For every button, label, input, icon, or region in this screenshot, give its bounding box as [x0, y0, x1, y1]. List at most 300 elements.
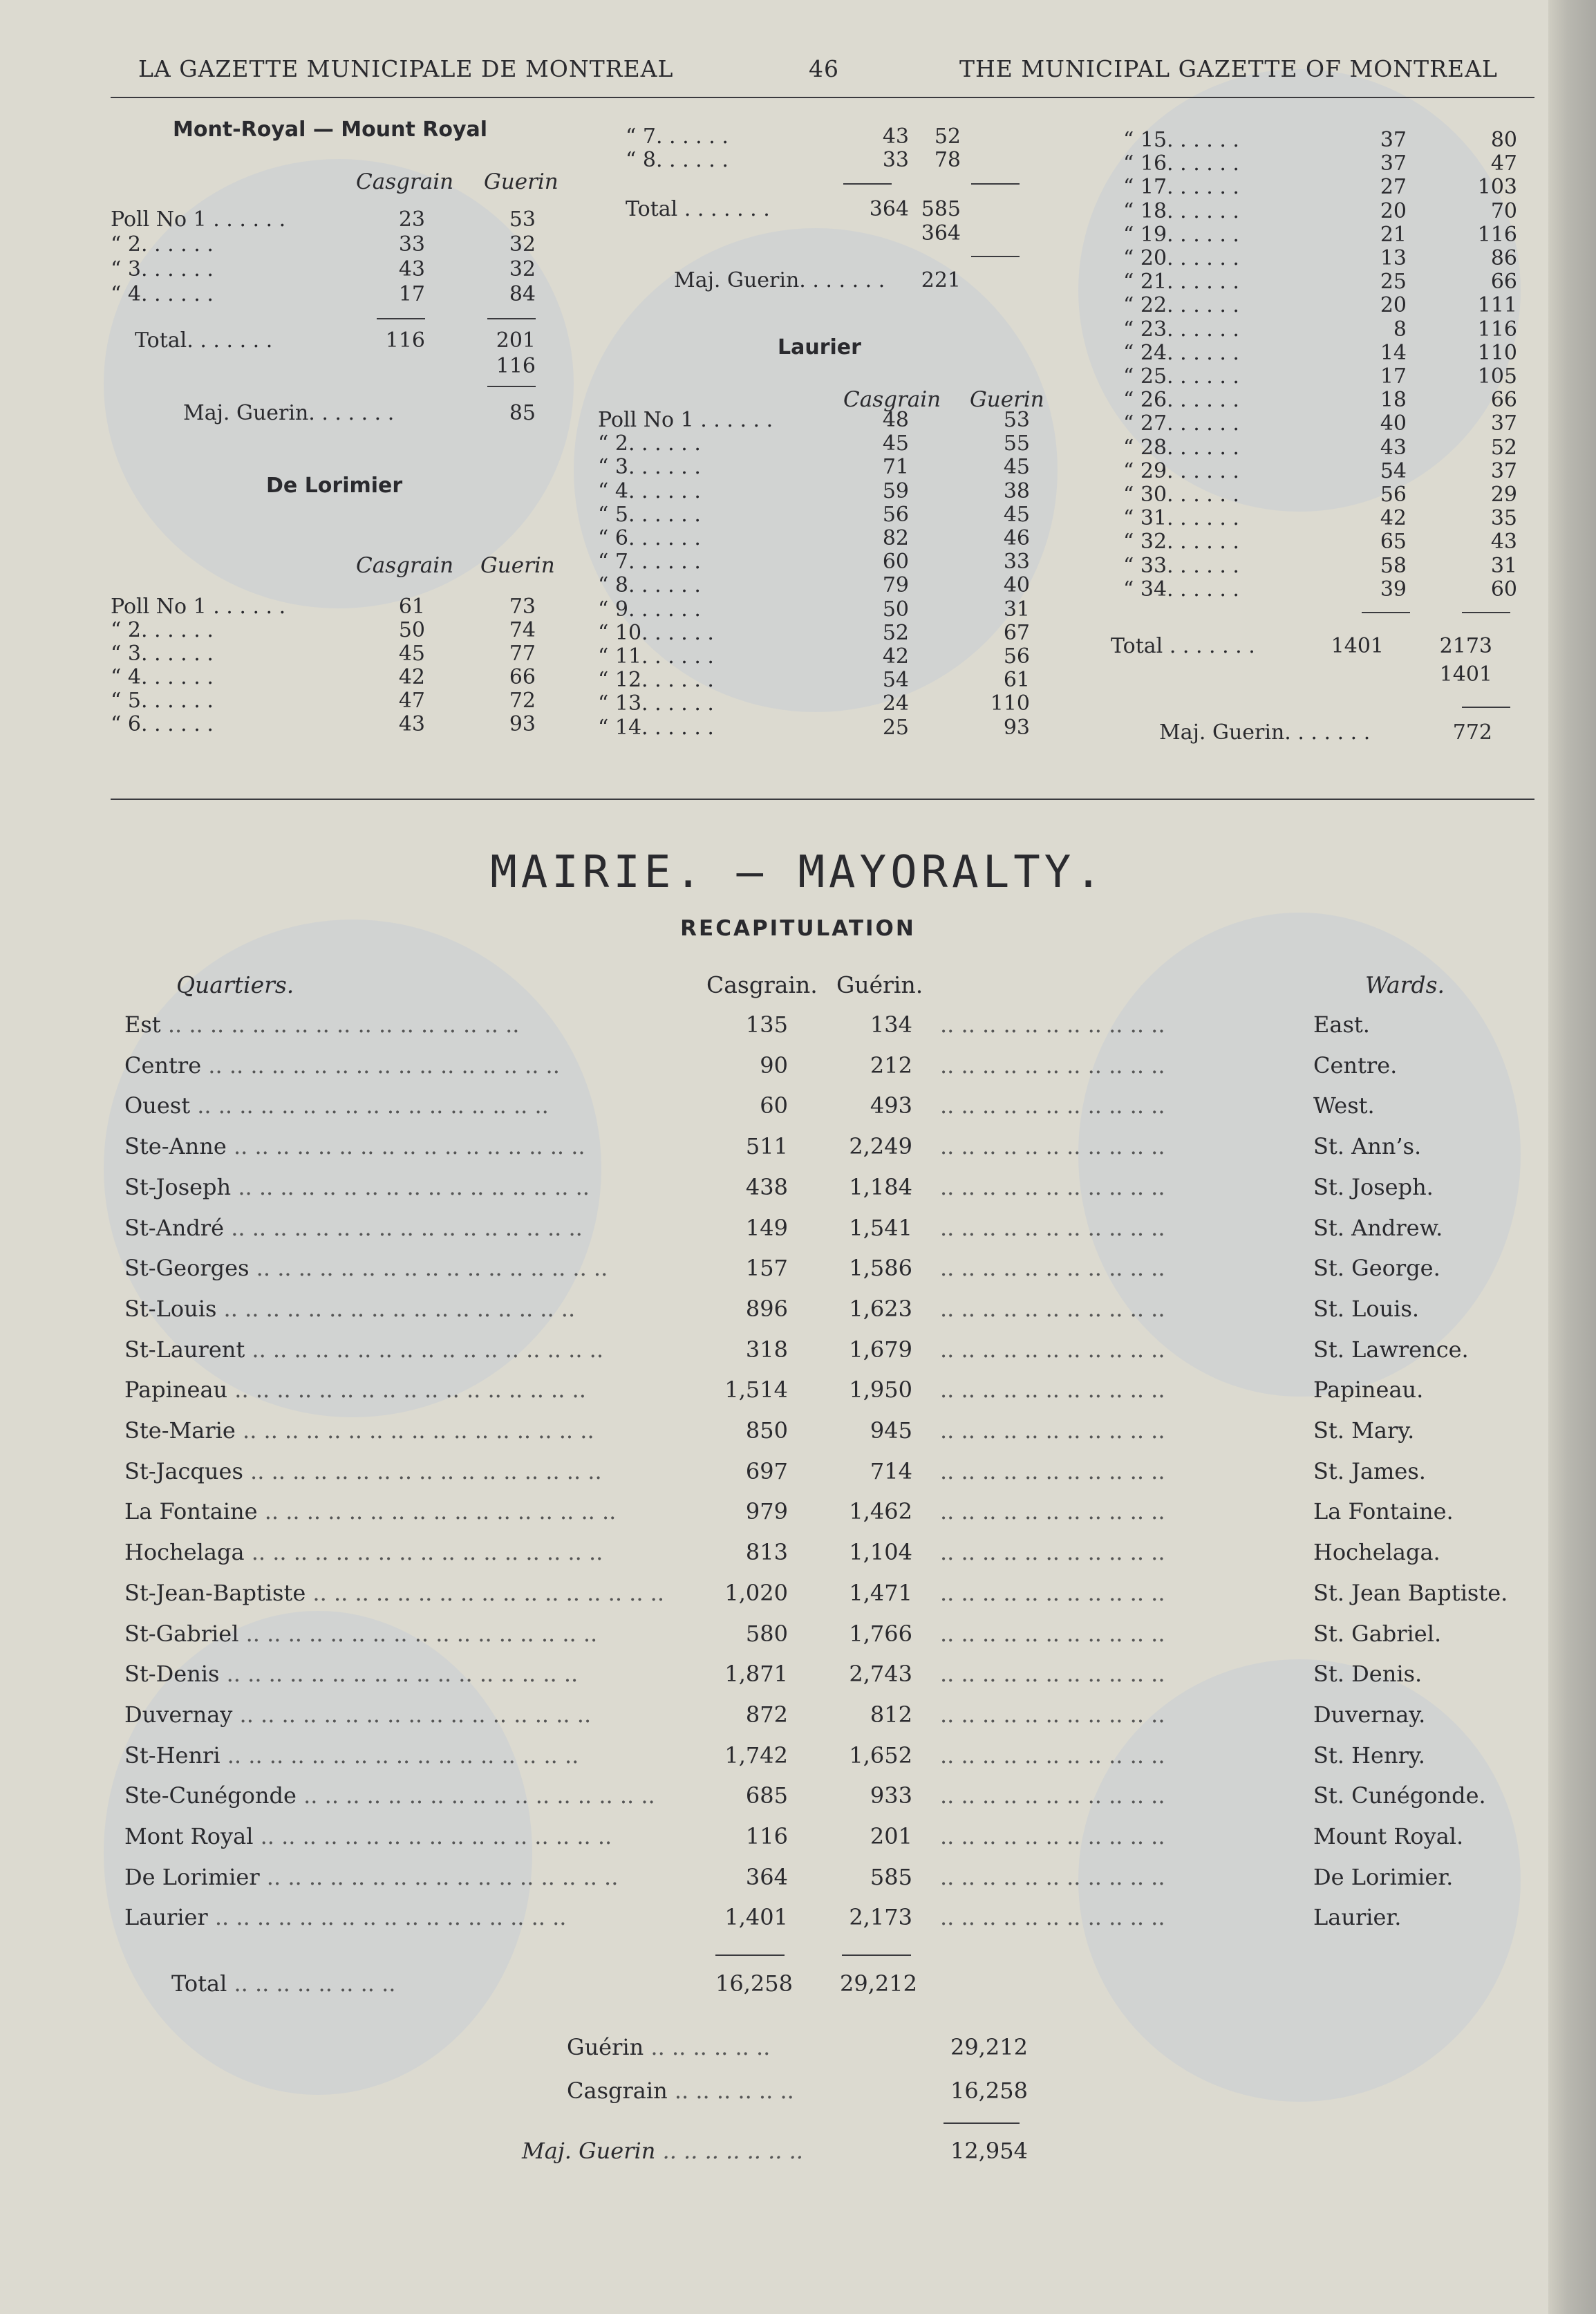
table-row — [124, 1417, 1500, 1452]
leader-dots: .. .. .. .. .. .. .. .. .. .. .. .. .. .. .. .. .. — [238, 1620, 598, 1647]
leader-dots: .. .. .. .. .. .. .. — [655, 2138, 803, 2164]
leader-dots: .. .. .. .. .. .. .. .. .. .. .. — [940, 1782, 1165, 1809]
leader-dots: .. .. .. .. .. .. .. .. .. .. .. — [940, 1742, 1165, 1769]
guerin-value: 1,541 — [849, 1214, 912, 1241]
guerin-value: 714 — [870, 1457, 912, 1484]
row-label: Poll No 1 . . . . . . — [598, 408, 773, 432]
quartier-name: Est — [124, 1011, 161, 1038]
summary-casgrain-value: 16,258 — [950, 2078, 1028, 2104]
ward-name: East. — [1313, 1011, 1370, 1038]
guerin-value: 1,586 — [849, 1255, 912, 1282]
casgrain-value: 24 — [882, 691, 909, 716]
guerin-value: 110 — [990, 691, 1030, 716]
casgrain-value: 21 — [1380, 222, 1407, 247]
table-row — [111, 232, 553, 256]
ward-name: Mount Royal. — [1313, 1823, 1464, 1849]
table-row — [124, 1621, 1500, 1655]
table-row — [1123, 128, 1538, 151]
ward-name: Duvernay. — [1313, 1701, 1426, 1728]
ward-name: Centre. — [1313, 1052, 1398, 1079]
quartier-name: Ste-Cunégonde — [124, 1782, 297, 1809]
quartier-cell — [124, 1580, 698, 1606]
leader-dots: .. .. .. .. .. .. .. .. .. .. .. .. .. .. .. .. .. — [220, 1742, 579, 1769]
casgrain-value: 25 — [1380, 270, 1407, 295]
total-guerin: 29,212 — [840, 1970, 917, 1997]
sum-line — [1462, 707, 1510, 708]
casgrain-value: 60 — [882, 550, 909, 575]
row-label: “ 27. . . . . . — [1123, 411, 1239, 436]
row-label: “ 34. . . . . . — [1123, 577, 1239, 601]
guerin-value: 67 — [1003, 620, 1030, 645]
summary-guerin-label — [567, 2034, 770, 2060]
table-row — [598, 455, 1040, 478]
table-row — [1123, 459, 1538, 483]
guerin-value: 72 — [509, 689, 536, 713]
table-row — [124, 1701, 1500, 1736]
quartier-name: De Lorimier — [124, 1863, 260, 1890]
casgrain-value: 135 — [745, 1011, 788, 1038]
guerin-value: 29 — [1490, 483, 1517, 507]
summary-guerin-value: 29,212 — [950, 2034, 1028, 2060]
table-row — [111, 257, 553, 281]
total-row — [111, 328, 553, 352]
quartier-cell — [124, 1336, 698, 1363]
sum-line — [1362, 612, 1410, 613]
quartier-name: St-Georges — [124, 1255, 250, 1282]
quartier-name: St-Louis — [124, 1295, 217, 1322]
guerin-value: 93 — [509, 712, 536, 736]
subtract-value: 116 — [496, 354, 536, 378]
table-row — [124, 1377, 1500, 1411]
table-row — [598, 479, 1040, 503]
majority-row — [626, 268, 1040, 292]
row-label: “ 21. . . . . . — [1123, 270, 1239, 295]
quartier-cell — [124, 1661, 698, 1687]
leader-dots: .. .. .. .. .. .. .. .. .. .. .. — [940, 1579, 1165, 1606]
leader-dots: .. .. .. .. .. .. .. .. .. .. .. — [940, 1377, 1165, 1403]
casgrain-value: 18 — [1380, 388, 1407, 413]
row-label: “ 32. . . . . . — [1123, 530, 1239, 554]
casgrain-value: 82 — [882, 526, 909, 550]
casgrain-value: 61 — [398, 595, 425, 619]
row-label: “ 7. . . . . . — [626, 124, 729, 149]
total-guerin: 585 — [921, 197, 961, 221]
casgrain-value: 48 — [882, 408, 909, 432]
guerin-value: 46 — [1003, 526, 1030, 550]
col-header-casgrain: Casgrain — [843, 387, 941, 412]
sum-line — [487, 386, 536, 387]
ward-name: St. Louis. — [1313, 1295, 1420, 1322]
total-row — [626, 197, 1040, 221]
table-row — [1123, 199, 1538, 223]
row-label: Poll No 1 . . . . . . — [111, 207, 286, 232]
table-row — [124, 1174, 1500, 1209]
ward-name: West. — [1313, 1092, 1375, 1119]
quartier-name: Centre — [124, 1052, 202, 1079]
casgrain-value: 511 — [745, 1133, 788, 1160]
guerin-value: 80 — [1490, 128, 1517, 152]
quartier-cell — [124, 1742, 698, 1769]
table-row — [1123, 388, 1538, 411]
guerin-value: 933 — [870, 1782, 912, 1809]
table-row — [111, 642, 553, 665]
sum-line — [487, 318, 536, 319]
quartier-cell — [124, 1539, 698, 1565]
guerin-value: 93 — [1003, 715, 1030, 740]
leader-dots: .. .. .. .. .. .. .. .. .. .. .. .. .. .. .. .. .. — [224, 1214, 583, 1241]
majority-text: Maj. Guerin — [522, 2138, 656, 2164]
guerin-value: 116 — [1477, 222, 1517, 247]
guerin-value: 116 — [1477, 317, 1517, 342]
casgrain-value: 20 — [1380, 198, 1407, 223]
casgrain-value: 90 — [760, 1052, 788, 1079]
leader-dots: .. .. .. .. .. .. .. .. .. .. .. .. .. .. .. .. .. — [190, 1092, 549, 1119]
table-row — [598, 408, 1040, 431]
casgrain-value: 116 — [745, 1823, 788, 1849]
casgrain-value: 1,020 — [724, 1579, 788, 1606]
quartier-name: Laurier — [124, 1904, 208, 1931]
guerin-value: 35 — [1490, 506, 1517, 531]
guerin-value: 38 — [1003, 478, 1030, 503]
row-label: “ 19. . . . . . — [1123, 222, 1239, 247]
guerin-value: 66 — [1490, 388, 1517, 413]
col-header-guerin: Guérin. — [836, 971, 923, 998]
subtract-row — [626, 221, 1040, 245]
casgrain-value: 71 — [882, 455, 909, 480]
row-label: “ 2. . . . . . — [598, 431, 701, 456]
casgrain-value: 56 — [1380, 483, 1407, 507]
casgrain-value: 47 — [398, 689, 425, 713]
table-row — [124, 1336, 1500, 1371]
casgrain-value: 20 — [1380, 293, 1407, 318]
casgrain-value: 65 — [1380, 530, 1407, 554]
leader-dots: .. .. .. .. .. .. .. .. .. .. .. .. .. .. .. .. .. — [257, 1498, 617, 1525]
guerin-value: 37 — [1490, 411, 1517, 436]
guerin-value: 2,249 — [849, 1133, 912, 1160]
table-row — [1123, 293, 1538, 317]
row-label: “ 3. . . . . . — [111, 642, 214, 666]
casgrain-value: 1,742 — [724, 1742, 788, 1769]
casgrain-value: 60 — [760, 1092, 788, 1119]
quartier-cell — [124, 1133, 698, 1159]
casgrain-value: 45 — [882, 431, 909, 456]
leader-dots: .. .. .. .. .. .. .. .. .. .. .. — [940, 1457, 1165, 1484]
table-row — [124, 1579, 1508, 1614]
guerin-value: 1,471 — [849, 1579, 912, 1606]
row-label: “ 4. . . . . . — [111, 282, 214, 306]
col-header-guerin: Guerin — [480, 553, 555, 578]
table-row — [124, 1296, 1500, 1330]
casgrain-value: 33 — [398, 232, 425, 256]
casgrain-value: 33 — [882, 148, 909, 172]
summary-text: Guérin — [567, 2034, 644, 2060]
row-label: “ 14. . . . . . — [598, 715, 714, 740]
table-row — [111, 207, 553, 231]
majority-label — [522, 2138, 803, 2164]
leader-dots: .. .. .. .. .. .. .. .. — [227, 1970, 396, 1997]
majority-value: 85 — [509, 401, 536, 425]
guerin-value: 52 — [1490, 435, 1517, 460]
table-row — [124, 1092, 1500, 1127]
ward-name: St. Cunégonde. — [1313, 1782, 1486, 1809]
guerin-value: 105 — [1477, 364, 1517, 389]
quartier-name: Ouest — [124, 1092, 191, 1119]
guerin-value: 1,679 — [849, 1336, 912, 1363]
table-row — [124, 1823, 1500, 1858]
leader-dots: .. .. .. .. .. .. .. .. .. .. .. .. .. .. .. .. .. — [160, 1011, 520, 1038]
guerin-value: 31 — [1490, 553, 1517, 578]
guerin-value: 945 — [870, 1417, 912, 1444]
ward-name: La Fontaine. — [1313, 1498, 1454, 1525]
col-header-casgrain: Casgrain — [356, 553, 454, 578]
guerin-value: 2,743 — [849, 1661, 912, 1688]
subtract-value: 364 — [921, 221, 961, 245]
table-row — [598, 668, 1040, 691]
table-row — [124, 1782, 1500, 1817]
leader-dots: .. .. .. .. .. .. .. .. .. .. .. .. .. .. .. .. .. — [216, 1295, 576, 1322]
leader-dots: .. .. .. .. .. .. .. .. .. .. .. — [940, 1823, 1165, 1849]
casgrain-value: 27 — [1380, 175, 1407, 200]
ward-name: St. Henry. — [1313, 1742, 1425, 1769]
ward-name: St. Joseph. — [1313, 1173, 1434, 1200]
guerin-value: 37 — [1490, 458, 1517, 483]
page-edge — [1548, 0, 1596, 2314]
row-label: “ 33. . . . . . — [1123, 553, 1239, 578]
leader-dots: .. .. .. .. .. .. .. .. .. .. .. — [940, 1173, 1165, 1200]
casgrain-value: 13 — [1380, 246, 1407, 270]
total-label: Total. . . . . . . — [135, 328, 273, 353]
section-subtitle: RECAPITULATION — [680, 916, 916, 941]
total-casgrain: 116 — [385, 328, 425, 353]
guerin-value: 212 — [870, 1052, 912, 1079]
majority-label: Maj. Guerin. . . . . . . — [674, 268, 885, 292]
guerin-value: 1,652 — [849, 1742, 912, 1769]
table-row — [1123, 151, 1538, 175]
leader-dots: .. .. .. .. .. .. .. .. .. .. .. .. .. .. .. .. .. — [232, 1701, 592, 1728]
casgrain-value: 1,401 — [724, 1904, 788, 1931]
casgrain-value: 25 — [882, 715, 909, 740]
table-row — [598, 716, 1040, 739]
leader-dots: .. .. .. .. .. .. .. .. .. .. .. — [940, 1417, 1165, 1444]
casgrain-value: 52 — [882, 620, 909, 645]
summary-casgrain-label — [567, 2078, 794, 2104]
guerin-value: 66 — [1490, 270, 1517, 295]
guerin-value: 201 — [870, 1823, 912, 1849]
quartier-name: Ste-Anne — [124, 1133, 227, 1160]
guerin-value: 86 — [1490, 246, 1517, 270]
casgrain-value: 685 — [745, 1782, 788, 1809]
guerin-value: 812 — [870, 1701, 912, 1728]
col-header-guerin: Guerin — [484, 169, 558, 194]
casgrain-value: 813 — [745, 1539, 788, 1566]
leader-dots: .. .. .. .. .. .. .. .. .. .. .. — [940, 1498, 1165, 1525]
guerin-value: 45 — [1003, 502, 1030, 527]
guerin-value: 1,950 — [849, 1377, 912, 1403]
row-label: “ 12. . . . . . — [598, 668, 714, 693]
guerin-value: 1,462 — [849, 1498, 912, 1525]
guerin-value: 66 — [509, 665, 536, 689]
quartier-cell — [124, 1092, 698, 1119]
casgrain-value: 42 — [882, 644, 909, 669]
row-label: “ 23. . . . . . — [1123, 317, 1239, 342]
casgrain-value: 43 — [1380, 435, 1407, 460]
guerin-value: 53 — [1003, 408, 1030, 432]
table-row — [598, 644, 1040, 668]
quartier-cell — [124, 1296, 698, 1322]
table-row — [124, 1498, 1500, 1533]
majority-value: 772 — [1452, 720, 1492, 745]
quartier-name: St-Denis — [124, 1661, 220, 1688]
subtract-value: 1401 — [1439, 662, 1492, 687]
row-label: “ 2. . . . . . — [111, 618, 214, 642]
guerin-value: 70 — [1490, 198, 1517, 223]
quartier-cell — [124, 1255, 698, 1281]
table-row — [598, 621, 1040, 644]
casgrain-value: 14 — [1380, 340, 1407, 365]
ward-name: St. Gabriel. — [1313, 1620, 1442, 1647]
table-row — [124, 1539, 1500, 1574]
quartier-cell — [124, 1458, 698, 1484]
ward-name: St. Lawrence. — [1313, 1336, 1469, 1363]
guerin-value: 1,184 — [849, 1173, 912, 1200]
quartier-name: Mont Royal — [124, 1823, 254, 1849]
table-row — [1123, 411, 1538, 435]
casgrain-value: 850 — [745, 1417, 788, 1444]
casgrain-value: 580 — [745, 1620, 788, 1647]
leader-dots: .. .. .. .. .. .. .. .. .. .. .. .. .. .. .. .. .. — [306, 1579, 665, 1606]
col-header-quartiers: Quartiers. — [176, 971, 294, 998]
table-row — [111, 595, 553, 618]
leader-dots: .. .. .. .. .. .. .. .. .. .. .. — [940, 1701, 1165, 1728]
table-row — [1123, 246, 1538, 270]
row-label: “ 6. . . . . . — [598, 526, 701, 550]
leader-dots: .. .. .. .. .. .. .. .. .. .. .. .. .. .. .. .. .. — [235, 1417, 594, 1444]
table-row — [1123, 270, 1538, 293]
row-label: “ 5. . . . . . — [111, 689, 214, 713]
table-row — [1123, 364, 1538, 388]
casgrain-value: 697 — [745, 1457, 788, 1484]
majority-value: 221 — [921, 268, 961, 292]
row-label: “ 3. . . . . . — [598, 455, 701, 480]
table-row — [111, 282, 553, 306]
row-label: “ 28. . . . . . — [1123, 435, 1239, 460]
leader-dots: .. .. .. .. .. .. .. .. .. .. .. .. .. .. .. .. .. — [253, 1823, 612, 1849]
guerin-value: 52 — [934, 124, 961, 149]
quartier-cell — [124, 1498, 698, 1524]
table-row — [111, 712, 553, 736]
table-row — [598, 431, 1040, 455]
table-row — [124, 1011, 1500, 1046]
total-row — [1111, 634, 1498, 657]
leader-dots: .. .. .. .. .. .. .. .. .. .. .. — [940, 1661, 1165, 1688]
block-title: Laurier — [778, 335, 861, 360]
table-row — [598, 597, 1040, 621]
col-header-guerin: Guerin — [970, 387, 1044, 412]
quartier-cell — [124, 1417, 698, 1444]
majority-label: Maj. Guerin. . . . . . . — [183, 401, 395, 425]
guerin-value: 60 — [1490, 577, 1517, 601]
casgrain-value: 23 — [398, 207, 425, 232]
leader-dots: .. .. .. .. .. .. .. .. .. .. .. .. .. .. .. .. .. — [219, 1661, 579, 1688]
guerin-value: 84 — [509, 282, 536, 306]
table-row — [124, 1255, 1500, 1289]
header-rule — [111, 97, 1534, 98]
block-title: Mont-Royal — Mount Royal — [173, 118, 488, 142]
table-row — [1123, 317, 1538, 341]
guerin-value: 110 — [1477, 340, 1517, 365]
quartier-name: St-Jacques — [124, 1457, 243, 1484]
leader-dots: .. .. .. .. .. .. .. .. .. .. .. .. .. .. .. .. .. — [227, 1377, 586, 1403]
leader-dots: .. .. .. .. .. .. .. .. .. .. .. — [940, 1295, 1165, 1322]
casgrain-value: 54 — [1380, 458, 1407, 483]
sum-line — [842, 1954, 911, 1956]
ward-name: St. Mary. — [1313, 1417, 1415, 1444]
total-guerin: 201 — [496, 328, 536, 353]
table-row — [124, 1742, 1500, 1777]
casgrain-value: 8 — [1393, 317, 1407, 342]
leader-dots: .. .. .. .. .. .. .. .. .. .. .. .. .. .. .. .. .. — [201, 1052, 560, 1079]
row-label: “ 2. . . . . . — [111, 232, 214, 256]
row-label: “ 26. . . . . . — [1123, 388, 1239, 413]
section-title: MAIRIE. — MAYORALTY. — [490, 847, 1106, 898]
guerin-value: 45 — [1003, 455, 1030, 480]
leader-dots: .. .. .. .. .. .. .. .. .. .. .. .. .. .. .. .. .. — [244, 1539, 603, 1566]
quartier-cell — [124, 1864, 698, 1890]
total-label — [171, 1970, 395, 1997]
leader-dots: .. .. .. .. .. .. .. .. .. .. .. — [940, 1214, 1165, 1241]
row-label: “ 13. . . . . . — [598, 691, 714, 716]
quartier-name: Duvernay — [124, 1701, 233, 1728]
guerin-value: 61 — [1003, 668, 1030, 693]
casgrain-value: 56 — [882, 502, 909, 527]
guerin-value: 32 — [509, 232, 536, 256]
sum-line — [943, 2122, 1020, 2124]
leader-dots: .. .. .. .. .. .. .. .. .. .. .. — [940, 1336, 1165, 1363]
quartier-name: Ste-Marie — [124, 1417, 236, 1444]
guerin-value: 47 — [1490, 151, 1517, 176]
ward-name: Hochelaga. — [1313, 1539, 1440, 1566]
row-label: “ 5. . . . . . — [598, 502, 701, 527]
guerin-value: 43 — [1490, 530, 1517, 554]
table-row — [124, 1864, 1500, 1898]
ward-name: Laurier. — [1313, 1904, 1402, 1931]
casgrain-value: 364 — [745, 1863, 788, 1890]
table-row — [124, 1904, 1500, 1939]
quartier-cell — [124, 1011, 698, 1038]
total-casgrain: 364 — [869, 197, 909, 221]
quartier-name: St-Jean-Baptiste — [124, 1579, 306, 1606]
total-label: Total . . . . . . . — [626, 197, 770, 221]
row-label: “ 30. . . . . . — [1123, 483, 1239, 507]
casgrain-value: 1,871 — [724, 1661, 788, 1688]
block-title: De Lorimier — [266, 474, 403, 498]
casgrain-value: 58 — [1380, 553, 1407, 578]
majority-value: 12,954 — [950, 2138, 1028, 2164]
table-row — [1123, 175, 1538, 198]
row-label: “ 31. . . . . . — [1123, 506, 1239, 531]
leader-dots: .. .. .. .. .. .. .. .. .. .. .. .. .. .. .. .. .. — [231, 1173, 590, 1200]
table-row — [598, 526, 1040, 550]
leader-dots: .. .. .. .. .. .. .. .. .. .. .. .. .. .. .. .. .. — [296, 1782, 655, 1809]
guerin-value: 134 — [870, 1011, 912, 1038]
sum-line — [971, 256, 1020, 257]
ward-name: St. James. — [1313, 1457, 1426, 1484]
total-label: Total . . . . . . . — [1111, 634, 1255, 658]
table-row — [1123, 341, 1538, 364]
quartier-cell — [124, 1904, 698, 1930]
quartier-cell — [124, 1701, 698, 1728]
casgrain-value: 149 — [745, 1214, 788, 1241]
